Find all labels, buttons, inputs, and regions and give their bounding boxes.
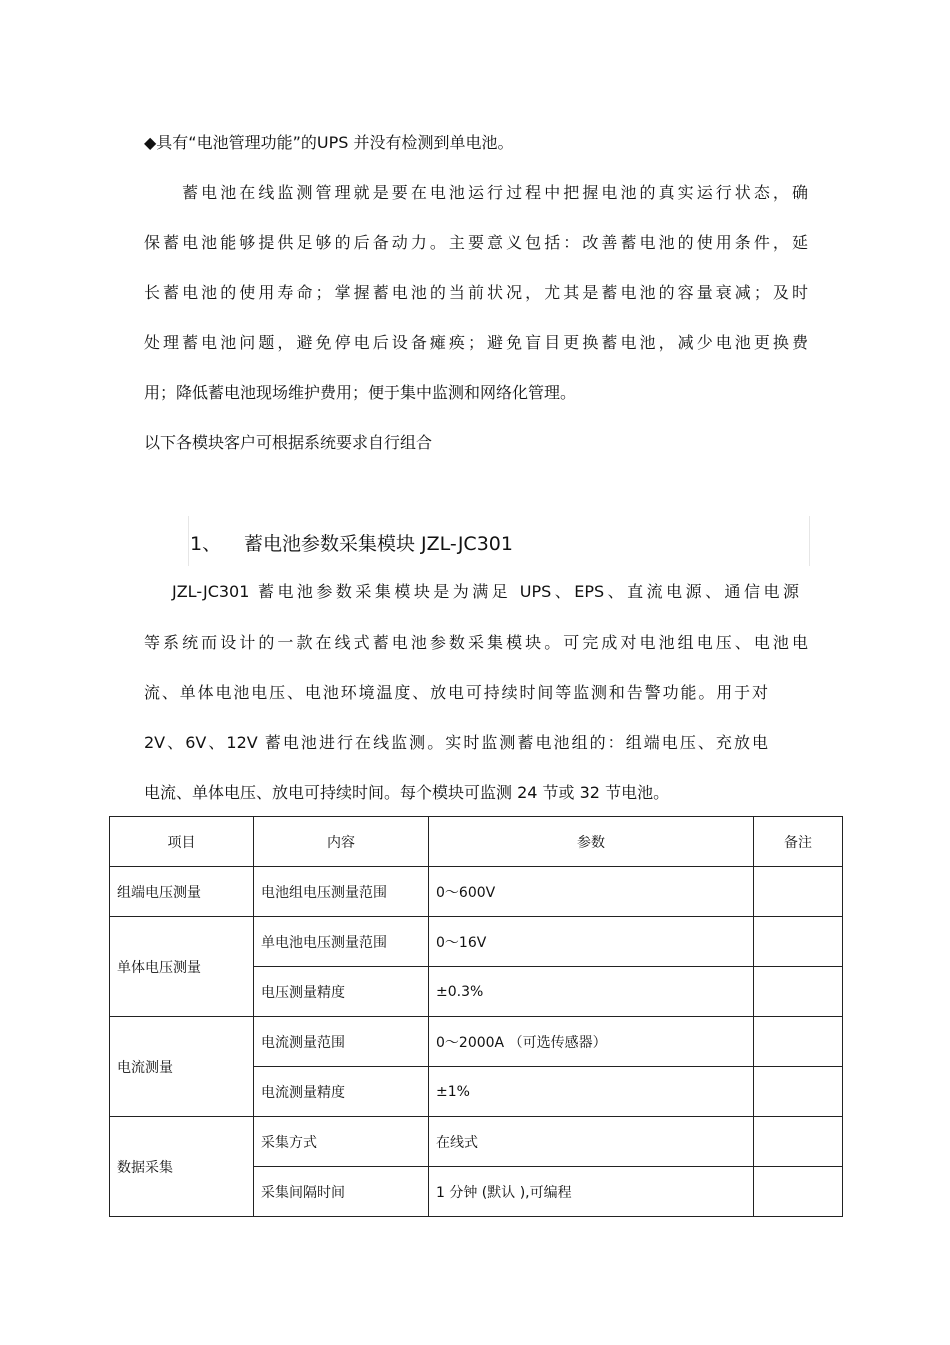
content-cell: 采集间隔时间 <box>254 1167 429 1217</box>
description-line: 电流、单体电压、放电可持续时间。每个模块可监测 24 节或 32 节电池。 <box>144 783 670 802</box>
item-cell: 组端电压测量 <box>110 867 254 917</box>
description-line: 等系统而设计的一款在线式蓄电池参数采集模块。可完成对电池组电压、电池电 <box>144 633 808 652</box>
paragraph-line: 处理蓄电池问题，避免停电后设备瘫痪；避免盲目更换蓄电池，减少电池更换费 <box>144 333 808 352</box>
table-row <box>110 917 843 967</box>
table-row <box>110 1117 843 1167</box>
remark-cell <box>754 967 843 1017</box>
content-cell: 电流测量范围 <box>254 1017 429 1067</box>
header-remark: 备注 <box>754 817 843 867</box>
remark-cell <box>754 1017 843 1067</box>
section-title: 蓄电池参数采集模块 JZL-JC301 <box>244 533 513 555</box>
remark-cell <box>754 1117 843 1167</box>
section-number: 1、 <box>190 533 222 555</box>
table-row <box>110 867 843 917</box>
description-line: 流、单体电池电压、电池环境温度、放电可持续时间等监测和告警功能。用于对 <box>144 683 768 702</box>
param-cell: ±0.3% <box>429 967 754 1017</box>
remark-cell <box>754 867 843 917</box>
combination-note: 以下各模块客户可根据系统要求自行组合 <box>144 433 433 452</box>
section-heading <box>190 530 513 558</box>
remark-cell <box>754 1067 843 1117</box>
content-cell: 采集方式 <box>254 1117 429 1167</box>
header-content: 内容 <box>254 817 429 867</box>
param-cell: ±1% <box>429 1067 754 1117</box>
header-item: 项目 <box>110 817 254 867</box>
paragraph-line: 长蓄电池的使用寿命；掌握蓄电池的当前状况，尤其是蓄电池的容量衰减；及时 <box>144 283 808 302</box>
content-cell: 单电池电压测量范围 <box>254 917 429 967</box>
item-cell: 电流测量 <box>110 1017 254 1117</box>
table-header-row <box>110 817 843 867</box>
paragraph-line: 保蓄电池能够提供足够的后备动力。主要意义包括：改善蓄电池的使用条件，延 <box>144 233 808 252</box>
param-cell: 1 分钟 (默认 ),可编程 <box>429 1167 754 1217</box>
paragraph-line: 蓄电池在线监测管理就是要在电池运行过程中把握电池的真实运行状态，确 <box>144 183 808 202</box>
paragraph-line: 用；降低蓄电池现场维护费用；便于集中监测和网络化管理。 <box>144 383 577 402</box>
spec-table <box>109 816 843 1217</box>
bullet-line: ◆具有“电池管理功能”的UPS 并没有检测到单电池。 <box>144 133 514 152</box>
description-line: JZL-JC301 蓄电池参数采集模块是为满足 UPS、EPS、直流电源、通信电源 <box>172 582 799 601</box>
param-cell: 0～600V <box>429 867 754 917</box>
table-row <box>110 1017 843 1067</box>
content-cell: 电池组电压测量范围 <box>254 867 429 917</box>
param-cell: 在线式 <box>429 1117 754 1167</box>
content-cell: 电压测量精度 <box>254 967 429 1017</box>
content-cell: 电流测量精度 <box>254 1067 429 1117</box>
item-cell: 单体电压测量 <box>110 917 254 1017</box>
item-cell: 数据采集 <box>110 1117 254 1217</box>
param-cell: 0～16V <box>429 917 754 967</box>
description-line: 2V、6V、12V 蓄电池进行在线监测。实时监测蓄电池组的：组端电压、充放电 <box>144 733 768 752</box>
header-param: 参数 <box>429 817 754 867</box>
param-cell: 0～2000A （可选传感器） <box>429 1017 754 1067</box>
remark-cell <box>754 1167 843 1217</box>
remark-cell <box>754 917 843 967</box>
